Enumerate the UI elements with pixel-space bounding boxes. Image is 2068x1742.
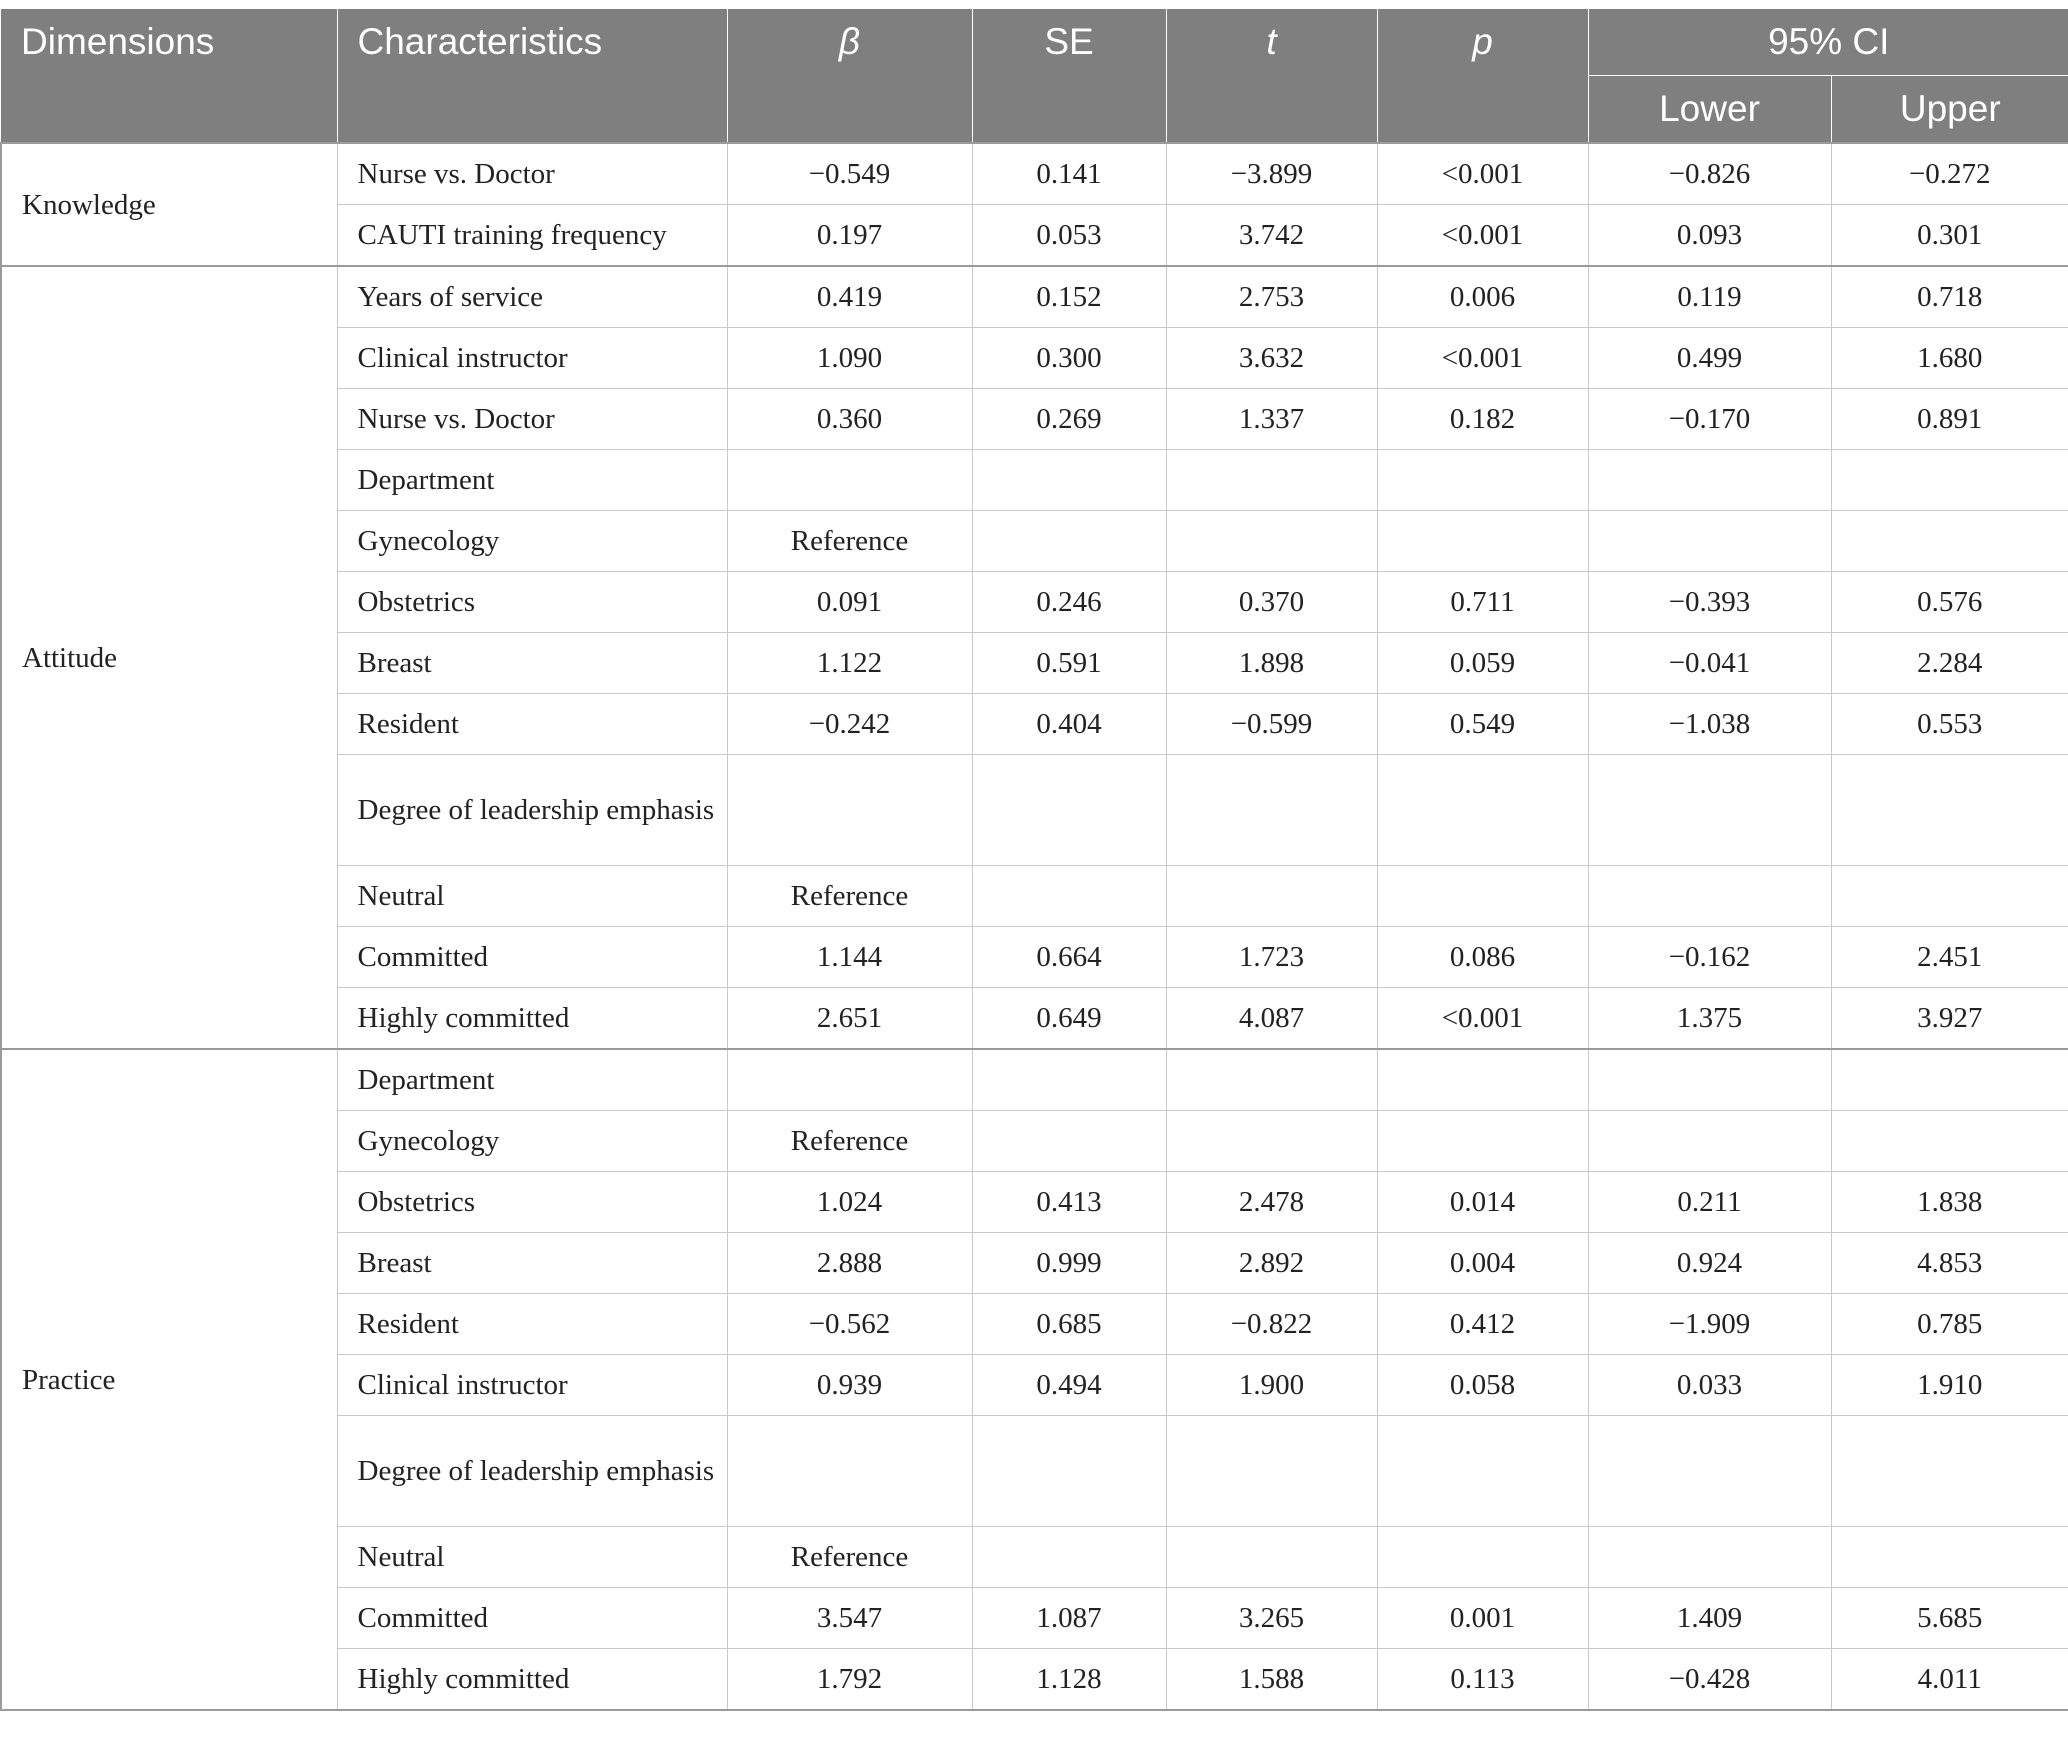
ci-upper-cell: 1.680: [1831, 328, 2068, 389]
p-cell: [1377, 755, 1588, 866]
p-cell: [1377, 450, 1588, 511]
ci-lower-cell: [1588, 1111, 1831, 1172]
ci-upper-cell: [1831, 450, 2068, 511]
ci-lower-cell: −0.041: [1588, 633, 1831, 694]
se-cell: 0.413: [972, 1172, 1166, 1233]
se-cell: 0.053: [972, 205, 1166, 267]
ci-lower-cell: 0.119: [1588, 266, 1831, 328]
ci-lower-cell: −0.393: [1588, 572, 1831, 633]
header-95-ci: 95% CI: [1588, 9, 2068, 76]
ci-upper-cell: 0.891: [1831, 389, 2068, 450]
se-cell: [972, 755, 1166, 866]
header-se: SE: [972, 9, 1166, 143]
characteristic-cell: Clinical instructor: [337, 1355, 727, 1416]
t-cell: [1166, 450, 1377, 511]
t-cell: 1.588: [1166, 1649, 1377, 1711]
beta-cell: 0.091: [727, 572, 972, 633]
t-cell: −0.822: [1166, 1294, 1377, 1355]
p-cell: 0.014: [1377, 1172, 1588, 1233]
se-cell: [972, 1416, 1166, 1527]
se-cell: 0.685: [972, 1294, 1166, 1355]
beta-cell: −0.562: [727, 1294, 972, 1355]
characteristic-cell: Department: [337, 1049, 727, 1111]
characteristic-cell: Department: [337, 450, 727, 511]
se-cell: 0.649: [972, 988, 1166, 1050]
t-cell: 1.900: [1166, 1355, 1377, 1416]
p-cell: [1377, 1049, 1588, 1111]
ci-lower-cell: −1.909: [1588, 1294, 1831, 1355]
t-cell: 2.478: [1166, 1172, 1377, 1233]
t-cell: [1166, 755, 1377, 866]
t-cell: 1.723: [1166, 927, 1377, 988]
se-cell: 0.269: [972, 389, 1166, 450]
se-cell: 0.404: [972, 694, 1166, 755]
beta-cell: [727, 755, 972, 866]
ci-lower-cell: −0.826: [1588, 143, 1831, 205]
t-cell: 0.370: [1166, 572, 1377, 633]
t-cell: 2.892: [1166, 1233, 1377, 1294]
ci-lower-cell: 0.093: [1588, 205, 1831, 267]
beta-cell: 0.939: [727, 1355, 972, 1416]
p-cell: 0.711: [1377, 572, 1588, 633]
ci-upper-cell: 2.284: [1831, 633, 2068, 694]
ci-upper-cell: 0.553: [1831, 694, 2068, 755]
t-cell: 3.742: [1166, 205, 1377, 267]
beta-cell: Reference: [727, 1111, 972, 1172]
characteristic-cell: Obstetrics: [337, 572, 727, 633]
ci-upper-cell: [1831, 755, 2068, 866]
ci-lower-cell: 0.211: [1588, 1172, 1831, 1233]
se-cell: [972, 450, 1166, 511]
t-cell: [1166, 866, 1377, 927]
se-cell: 0.300: [972, 328, 1166, 389]
se-cell: 0.141: [972, 143, 1166, 205]
p-cell: 0.412: [1377, 1294, 1588, 1355]
header-dimensions: Dimensions: [1, 9, 337, 143]
ci-lower-cell: 0.499: [1588, 328, 1831, 389]
beta-cell: Reference: [727, 511, 972, 572]
se-cell: 0.999: [972, 1233, 1166, 1294]
t-cell: [1166, 1049, 1377, 1111]
p-cell: 0.086: [1377, 927, 1588, 988]
p-cell: [1377, 1111, 1588, 1172]
characteristic-cell: Breast: [337, 633, 727, 694]
p-cell: <0.001: [1377, 988, 1588, 1050]
se-cell: 1.128: [972, 1649, 1166, 1711]
header-beta: β: [727, 9, 972, 143]
t-cell: 3.632: [1166, 328, 1377, 389]
p-cell: 0.059: [1377, 633, 1588, 694]
t-cell: 1.898: [1166, 633, 1377, 694]
ci-lower-cell: −1.038: [1588, 694, 1831, 755]
beta-cell: 2.651: [727, 988, 972, 1050]
t-cell: −3.899: [1166, 143, 1377, 205]
characteristic-cell: Committed: [337, 1588, 727, 1649]
p-cell: [1377, 1527, 1588, 1588]
dimension-cell-attitude: Attitude: [1, 266, 337, 1049]
characteristic-cell: Degree of leadership emphasis: [337, 1416, 727, 1527]
p-cell: 0.004: [1377, 1233, 1588, 1294]
ci-lower-cell: [1588, 1049, 1831, 1111]
characteristic-cell: Highly committed: [337, 1649, 727, 1711]
ci-upper-cell: [1831, 866, 2068, 927]
characteristic-cell: Neutral: [337, 866, 727, 927]
header-upper: Upper: [1831, 76, 2068, 144]
characteristic-cell: Clinical instructor: [337, 328, 727, 389]
beta-cell: 1.024: [727, 1172, 972, 1233]
t-cell: −0.599: [1166, 694, 1377, 755]
ci-lower-cell: [1588, 511, 1831, 572]
p-cell: [1377, 866, 1588, 927]
p-cell: [1377, 511, 1588, 572]
beta-cell: 1.792: [727, 1649, 972, 1711]
beta-cell: [727, 1049, 972, 1111]
p-cell: 0.113: [1377, 1649, 1588, 1711]
beta-cell: 1.090: [727, 328, 972, 389]
ci-upper-cell: [1831, 1527, 2068, 1588]
ci-lower-cell: 1.409: [1588, 1588, 1831, 1649]
p-cell: <0.001: [1377, 205, 1588, 267]
ci-upper-cell: 0.576: [1831, 572, 2068, 633]
beta-cell: [727, 450, 972, 511]
beta-cell: Reference: [727, 1527, 972, 1588]
characteristic-cell: Committed: [337, 927, 727, 988]
beta-cell: 1.144: [727, 927, 972, 988]
ci-upper-cell: 4.011: [1831, 1649, 2068, 1711]
p-cell: 0.549: [1377, 694, 1588, 755]
ci-upper-cell: 3.927: [1831, 988, 2068, 1050]
se-cell: 0.246: [972, 572, 1166, 633]
se-cell: 0.664: [972, 927, 1166, 988]
beta-cell: 0.419: [727, 266, 972, 328]
table-body: [1, 143, 2068, 1710]
ci-upper-cell: 2.451: [1831, 927, 2068, 988]
t-cell: 1.337: [1166, 389, 1377, 450]
ci-lower-cell: 0.924: [1588, 1233, 1831, 1294]
p-cell: 0.182: [1377, 389, 1588, 450]
characteristic-cell: Obstetrics: [337, 1172, 727, 1233]
ci-upper-cell: 1.910: [1831, 1355, 2068, 1416]
ci-lower-cell: −0.162: [1588, 927, 1831, 988]
ci-upper-cell: 0.301: [1831, 205, 2068, 267]
ci-lower-cell: −0.428: [1588, 1649, 1831, 1711]
p-cell: <0.001: [1377, 143, 1588, 205]
se-cell: 0.591: [972, 633, 1166, 694]
se-cell: 0.494: [972, 1355, 1166, 1416]
table-row: [1, 1049, 2068, 1111]
t-cell: 2.753: [1166, 266, 1377, 328]
t-cell: [1166, 1111, 1377, 1172]
regression-table-container: [0, 9, 2068, 1711]
se-cell: [972, 1111, 1166, 1172]
dimension-cell-knowledge: Knowledge: [1, 143, 337, 266]
header-lower: Lower: [1588, 76, 1831, 144]
se-cell: [972, 1049, 1166, 1111]
ci-lower-cell: [1588, 450, 1831, 511]
p-cell: 0.006: [1377, 266, 1588, 328]
ci-upper-cell: 4.853: [1831, 1233, 2068, 1294]
characteristic-cell: Breast: [337, 1233, 727, 1294]
header-characteristics: Characteristics: [337, 9, 727, 143]
ci-upper-cell: 0.718: [1831, 266, 2068, 328]
beta-cell: 0.197: [727, 205, 972, 267]
characteristic-cell: Highly committed: [337, 988, 727, 1050]
characteristic-cell: Neutral: [337, 1527, 727, 1588]
ci-upper-cell: 5.685: [1831, 1588, 2068, 1649]
table-header: [1, 9, 2068, 143]
header-t: t: [1166, 9, 1377, 143]
ci-upper-cell: [1831, 1416, 2068, 1527]
beta-cell: 3.547: [727, 1588, 972, 1649]
se-cell: [972, 866, 1166, 927]
ci-upper-cell: [1831, 1111, 2068, 1172]
beta-cell: [727, 1416, 972, 1527]
regression-table: [0, 9, 2068, 1711]
p-cell: 0.001: [1377, 1588, 1588, 1649]
p-cell: <0.001: [1377, 328, 1588, 389]
beta-cell: 1.122: [727, 633, 972, 694]
t-cell: [1166, 1527, 1377, 1588]
ci-lower-cell: −0.170: [1588, 389, 1831, 450]
beta-cell: 0.360: [727, 389, 972, 450]
se-cell: 1.087: [972, 1588, 1166, 1649]
ci-upper-cell: [1831, 511, 2068, 572]
ci-upper-cell: [1831, 1049, 2068, 1111]
ci-upper-cell: 1.838: [1831, 1172, 2068, 1233]
se-cell: 0.152: [972, 266, 1166, 328]
table-row: [1, 266, 2068, 328]
characteristic-cell: Degree of leadership emphasis: [337, 755, 727, 866]
ci-lower-cell: [1588, 1527, 1831, 1588]
p-cell: 0.058: [1377, 1355, 1588, 1416]
ci-upper-cell: −0.272: [1831, 143, 2068, 205]
characteristic-cell: Gynecology: [337, 511, 727, 572]
dimension-cell-practice: Practice: [1, 1049, 337, 1710]
t-cell: [1166, 1416, 1377, 1527]
beta-cell: 2.888: [727, 1233, 972, 1294]
ci-lower-cell: [1588, 1416, 1831, 1527]
ci-lower-cell: 0.033: [1588, 1355, 1831, 1416]
beta-cell: Reference: [727, 866, 972, 927]
header-p: p: [1377, 9, 1588, 143]
se-cell: [972, 1527, 1166, 1588]
characteristic-cell: Resident: [337, 1294, 727, 1355]
beta-cell: −0.242: [727, 694, 972, 755]
characteristic-cell: Nurse vs. Doctor: [337, 389, 727, 450]
characteristic-cell: CAUTI training frequency: [337, 205, 727, 267]
characteristic-cell: Resident: [337, 694, 727, 755]
ci-lower-cell: [1588, 755, 1831, 866]
characteristic-cell: Years of service: [337, 266, 727, 328]
p-cell: [1377, 1416, 1588, 1527]
ci-lower-cell: 1.375: [1588, 988, 1831, 1050]
se-cell: [972, 511, 1166, 572]
table-row: [1, 143, 2068, 205]
characteristic-cell: Gynecology: [337, 1111, 727, 1172]
t-cell: 4.087: [1166, 988, 1377, 1050]
ci-lower-cell: [1588, 866, 1831, 927]
characteristic-cell: Nurse vs. Doctor: [337, 143, 727, 205]
ci-upper-cell: 0.785: [1831, 1294, 2068, 1355]
beta-cell: −0.549: [727, 143, 972, 205]
t-cell: 3.265: [1166, 1588, 1377, 1649]
t-cell: [1166, 511, 1377, 572]
